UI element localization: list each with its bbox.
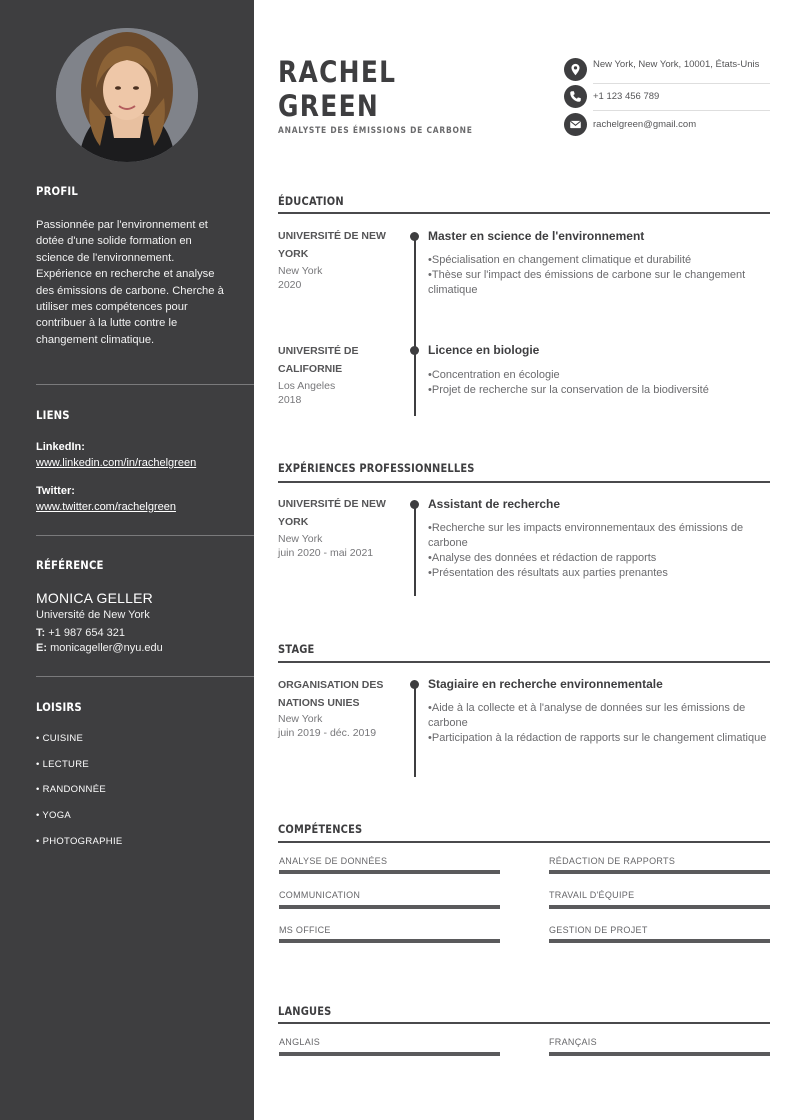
experience-date: juin 2020 - mai 2021	[278, 547, 374, 559]
reference-phone	[36, 627, 125, 639]
reference-email-label: E:	[36, 642, 47, 654]
education-details	[428, 368, 770, 398]
education-org: UNIVERSITÉ DE NEW YORK	[278, 230, 386, 260]
experience-role: Assistant de recherche	[428, 497, 561, 511]
internship-role: Stagiaire en recherche environnementale	[428, 677, 663, 691]
internship-org: ORGANISATION DES NATIONS UNIES	[278, 679, 384, 709]
list-item: • Projet de recherche sur la conservation de la biodiversité	[428, 383, 770, 398]
sidebar-divider	[36, 384, 254, 385]
education-date: 2020	[278, 279, 302, 291]
experience-org: UNIVERSITÉ DE NEW YORK	[278, 498, 386, 528]
reference-phone-value: +1 987 654 321	[48, 627, 126, 639]
hobby-item: • RANDONNÉE	[36, 784, 106, 795]
profile-heading: PROFIL	[36, 184, 79, 198]
experience-heading: EXPÉRIENCES PROFESSIONNELLES	[278, 461, 475, 475]
skill-bar	[279, 870, 500, 874]
language-label: FRANÇAIS	[549, 1037, 597, 1047]
sidebar-divider	[36, 535, 254, 536]
education-timeline	[414, 236, 416, 416]
skill-bar	[549, 905, 770, 909]
education-degree: Master en science de l'environnement	[428, 229, 645, 243]
reference-email-value: monicageller@nyu.edu	[50, 642, 163, 654]
skills-heading: COMPÉTENCES	[278, 822, 363, 836]
education-meta	[278, 379, 335, 407]
education-meta	[278, 264, 322, 292]
list-item: • Analyse des données et rédaction de rapports	[428, 551, 770, 566]
experience-location: New York	[278, 533, 323, 545]
section-rule	[278, 1022, 770, 1024]
section-rule	[278, 841, 770, 843]
section-rule	[278, 661, 770, 663]
last-name: GREEN	[278, 89, 380, 123]
reference-heading: RÉFÉRENCE	[36, 558, 104, 572]
envelope-icon	[564, 113, 587, 136]
section-rule	[278, 481, 770, 483]
sidebar-divider	[36, 676, 254, 677]
internship-heading: STAGE	[278, 642, 315, 656]
list-item: • Aide à la collecte et à l'analyse de données sur les émissions de carbone	[428, 701, 770, 731]
reference-name: MONICA GELLER	[36, 590, 153, 606]
education-date: 2018	[278, 394, 302, 406]
education-location: Los Angeles	[278, 380, 336, 392]
profile-photo	[56, 28, 198, 162]
skill-label: COMMUNICATION	[279, 890, 361, 900]
skill-label: RÉDACTION DE RAPPORTS	[549, 856, 676, 866]
list-item: • Présentation des résultats aux parties prenantes	[428, 566, 770, 581]
language-bar	[279, 1052, 500, 1056]
skill-label: TRAVAIL D'ÉQUIPE	[549, 890, 635, 900]
list-item: • Recherche sur les impacts environnementaux des émissions de carbone	[428, 521, 770, 551]
list-item: • Concentration en écologie	[428, 368, 770, 383]
education-details	[428, 253, 770, 298]
internship-location: New York	[278, 713, 323, 725]
timeline-dot	[410, 346, 419, 355]
education-location: New York	[278, 265, 323, 277]
sidebar	[0, 0, 254, 1120]
hobbies-heading: LOISIRS	[36, 700, 82, 714]
experience-meta	[278, 532, 373, 560]
section-rule	[278, 212, 770, 214]
timeline-dot	[410, 500, 419, 509]
skill-label: ANALYSE DE DONNÉES	[279, 856, 388, 866]
language-label: ANGLAIS	[279, 1037, 321, 1047]
links-heading: LIENS	[36, 408, 70, 422]
timeline-dot	[410, 680, 419, 689]
contact-phone: +1 123 456 789	[593, 91, 660, 102]
profile-text: Passionnée par l'environnement et dotée d'une solide formation en science de l'environnement. Expérience en recherche et analyse des émissions de carbone. Cherche à utiliser mes compétences pour contribuer à la lutte contre le changement climatique.	[36, 219, 224, 346]
hobby-item: • CUISINE	[36, 733, 84, 744]
location-pin-icon	[564, 58, 587, 81]
education-org: UNIVERSITÉ DE CALIFORNIE	[278, 345, 359, 375]
contact-divider	[593, 83, 770, 84]
internship-meta	[278, 712, 376, 740]
reference-org: Université de New York	[36, 609, 150, 621]
contact-address: New York, New York, 10001, États-Unis	[593, 59, 760, 70]
job-title: ANALYSTE DES ÉMISSIONS DE CARBONE	[278, 126, 473, 136]
skill-bar	[549, 870, 770, 874]
experience-timeline	[414, 504, 416, 596]
list-item: • Spécialisation en changement climatique et durabilité	[428, 253, 770, 268]
list-item: • Thèse sur l'impact des émissions de carbone sur le changement climatique	[428, 268, 770, 298]
twitter-link[interactable]: www.twitter.com/rachelgreen	[36, 501, 176, 513]
phone-icon	[564, 85, 587, 108]
internship-timeline	[414, 685, 416, 777]
list-item: • Participation à la rédaction de rapports sur le changement climatique	[428, 731, 770, 746]
skill-bar	[549, 939, 770, 943]
timeline-dot	[410, 232, 419, 241]
skill-bar	[279, 939, 500, 943]
portrait-image	[56, 28, 198, 162]
internship-date: juin 2019 - déc. 2019	[278, 727, 377, 739]
reference-phone-label: T:	[36, 627, 46, 639]
linkedin-link[interactable]: www.linkedin.com/in/rachelgreen	[36, 457, 197, 469]
first-name: RACHEL	[278, 55, 397, 89]
hobby-item: • PHOTOGRAPHIE	[36, 836, 123, 847]
linkedin-label: LinkedIn:	[36, 441, 85, 453]
reference-email	[36, 642, 163, 654]
skill-bar	[279, 905, 500, 909]
languages-heading: LANGUES	[278, 1004, 332, 1018]
language-bar	[549, 1052, 770, 1056]
contact-divider	[593, 110, 770, 111]
hobby-item: • YOGA	[36, 810, 72, 821]
education-heading: ÉDUCATION	[278, 194, 344, 208]
skill-label: MS OFFICE	[279, 925, 331, 935]
contact-email: rachelgreen@gmail.com	[593, 119, 697, 130]
experience-details	[428, 521, 770, 581]
skill-label: GESTION DE PROJET	[549, 925, 648, 935]
hobby-item: • LECTURE	[36, 759, 90, 770]
education-degree: Licence en biologie	[428, 343, 540, 357]
twitter-label: Twitter:	[36, 485, 75, 497]
internship-details	[428, 701, 770, 746]
